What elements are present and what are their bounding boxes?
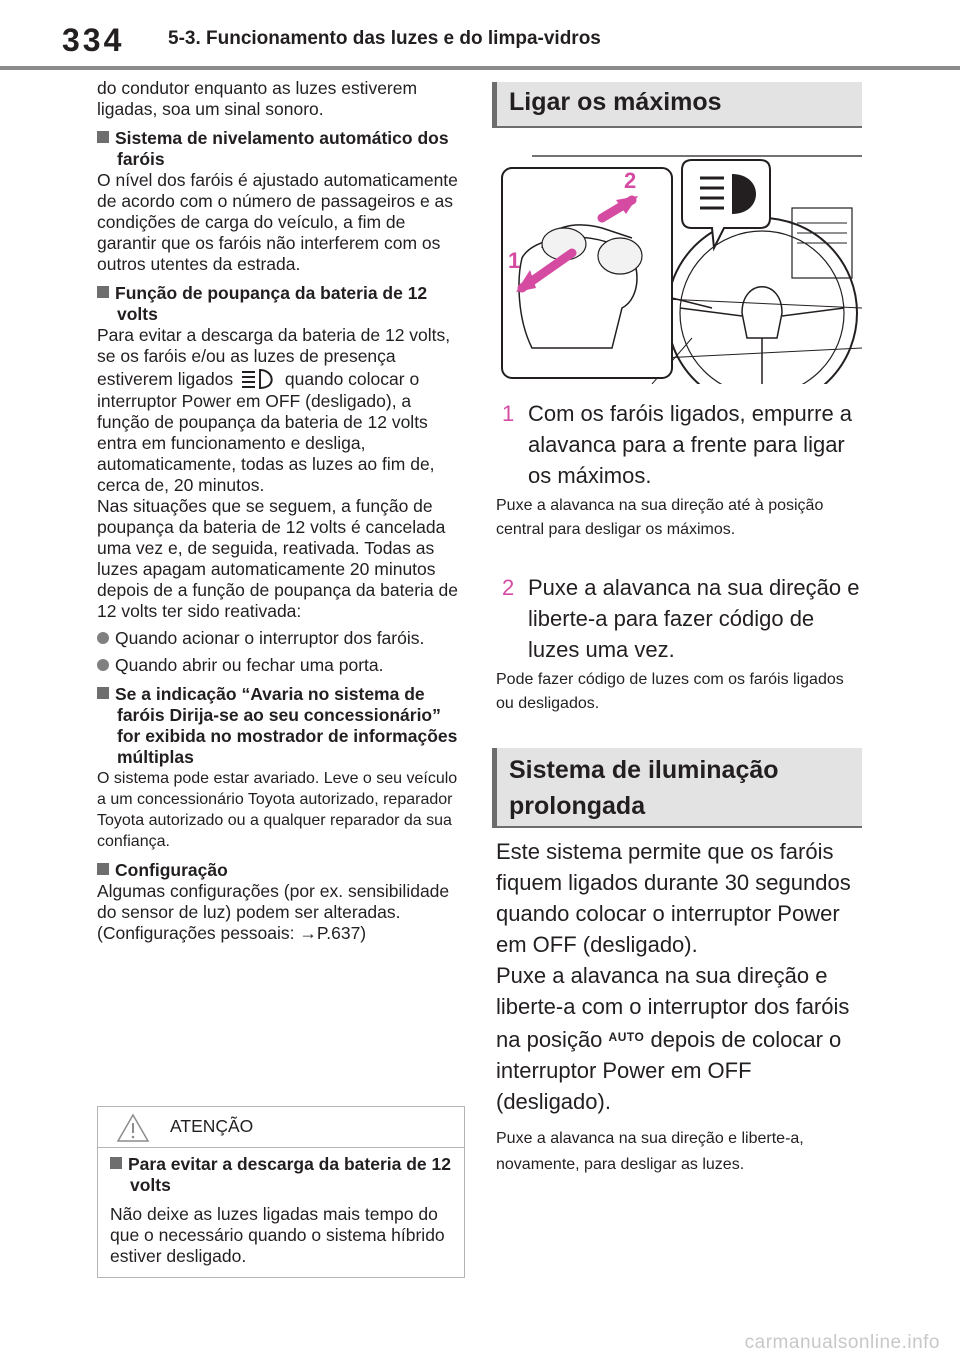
warning-box [97, 1106, 465, 1278]
warning-title-text: Para evitar a descarga da bateria de 12 volts [128, 1154, 451, 1195]
square-bullet-icon [97, 286, 109, 298]
left-column [97, 78, 465, 944]
body-text: depois de colocar o interruptor Power em OFF (desligado). [496, 1027, 842, 1114]
subsection-body [97, 325, 465, 496]
subsection-title: Função de poupança da bateria de 12 volts [115, 283, 428, 324]
body-text: Puxe a alavanca na sua direção e liberte-a com o interruptor dos faróis na posição [496, 963, 850, 1052]
watermark: carmanualsonline.info [744, 1332, 940, 1353]
subsection-body: O nível dos faróis é ajustado automaticamente de acordo com o número de passageiros e as condições de carga do veículo, a fim de garantir que os faróis não interferem com os outros utentes da estrada. [97, 170, 458, 274]
round-bullet-icon [97, 632, 109, 644]
page-header [0, 0, 960, 80]
illustration-label-1: 1 [508, 248, 521, 273]
round-bullet-icon [97, 659, 109, 671]
page-number: 334 [62, 22, 125, 58]
step-note: Pode fazer código de luzes com os faróis ligados ou desligados. [496, 671, 844, 712]
body-note: Puxe a alavanca na sua direção e liberte-a, novamente, para desligar as luzes. [496, 1130, 804, 1173]
list-item [97, 628, 465, 649]
illustration-label-2: 2 [624, 168, 637, 193]
warning-label: ATENÇÃO [170, 1116, 254, 1136]
section-title: 5-3. Funcionamento das luzes e do limpa-vidros [168, 28, 601, 49]
body-text: Para evitar a descarga da bateria de 12 volts, se os faróis e/ou as luzes de presença estiverem ligados [97, 325, 451, 389]
subsection-body: O sistema pode estar avariado. Leve o seu veículo a um concessionário Toyota autorizado, reparador Toyota autorizado ou a qualquer reparador da sua confiança. [97, 770, 458, 850]
step-text: Puxe a alavanca na sua direção e liberte-a para fazer código de luzes uma vez. [528, 575, 860, 662]
subsection-customization [97, 860, 465, 881]
auto-icon: AUTO [608, 1030, 645, 1044]
subsection-battery-saver [97, 283, 465, 325]
list-item-text: Quando acionar o interruptor dos faróis. [115, 628, 425, 648]
section-heading-high-beams: Ligar os máximos [492, 82, 862, 128]
right-column [492, 82, 862, 1173]
page-reference: (Configurações pessoais: →P.637) [97, 923, 367, 943]
warning-title [110, 1154, 452, 1196]
body-paragraph: Este sistema permite que os faróis fiquem ligados durante 30 segundos quando colocar o interruptor Power em OFF (desligado). [496, 839, 851, 957]
list-item-text: Quando abrir ou fechar uma porta. [115, 655, 384, 675]
square-bullet-icon [97, 687, 109, 699]
subsection-title: Configuração [115, 860, 228, 880]
body-paragraph [496, 960, 858, 1117]
body-text: quando colocar o interruptor Power em OFF (desligado), a função de poupança da bateria de 12 volts entra em funcionamento e desliga, automaticamente, todas as luzes ao fim de, cerca de, 20 minutos. [97, 369, 435, 495]
list-item [97, 655, 465, 676]
step-number: 2 [502, 575, 515, 600]
warning-text: Não deixe as luzes ligadas mais tempo do que o necessário quando o sistema híbrido estiver desligado. [110, 1204, 445, 1266]
headlight-lever-illustration [492, 148, 862, 384]
square-bullet-icon [97, 863, 109, 875]
intro-text: do condutor enquanto as luzes estiverem ligadas, soa um sinal sonoro. [97, 78, 418, 119]
subsection-malfunction [97, 684, 465, 768]
subsection-title: Sistema de nivelamento automático dos faróis [115, 128, 449, 169]
subsection-title: Se a indicação “Avaria no sistema de faróis Dirija-se ao seu concessionário” for exibida no mostrador de informações múltiplas [115, 684, 458, 767]
step-note: Puxe a alavanca na sua direção até à posição central para desligar os máximos. [496, 497, 824, 538]
step-1 [492, 398, 862, 491]
section-heading-extended-lighting: Sistema de iluminação prolongada [492, 748, 862, 828]
step-text: Com os faróis ligados, empurre a alavanca para a frente para ligar os máximos. [528, 401, 853, 488]
square-bullet-icon [110, 1157, 122, 1169]
subsection-leveling [97, 128, 465, 170]
subsection-body: Algumas configurações (por ex. sensibilidade do sensor de luz) podem ser alteradas. [97, 881, 450, 922]
subsection-body: Nas situações que se seguem, a função de poupança da bateria de 12 volts é cancelada uma vez e, de seguida, reativada. Todas as luzes apagam automaticamente 20 minutos depois de a função de poupança da bateria de 12 volts ter sido reativada: [97, 496, 458, 621]
warning-header [98, 1107, 464, 1148]
header-rule [0, 66, 960, 70]
headlight-high-beam-icon [238, 367, 280, 391]
step-number: 1 [502, 401, 515, 426]
warning-body [98, 1148, 464, 1267]
warning-triangle-icon [116, 1113, 150, 1143]
square-bullet-icon [97, 131, 109, 143]
step-2 [492, 572, 862, 665]
